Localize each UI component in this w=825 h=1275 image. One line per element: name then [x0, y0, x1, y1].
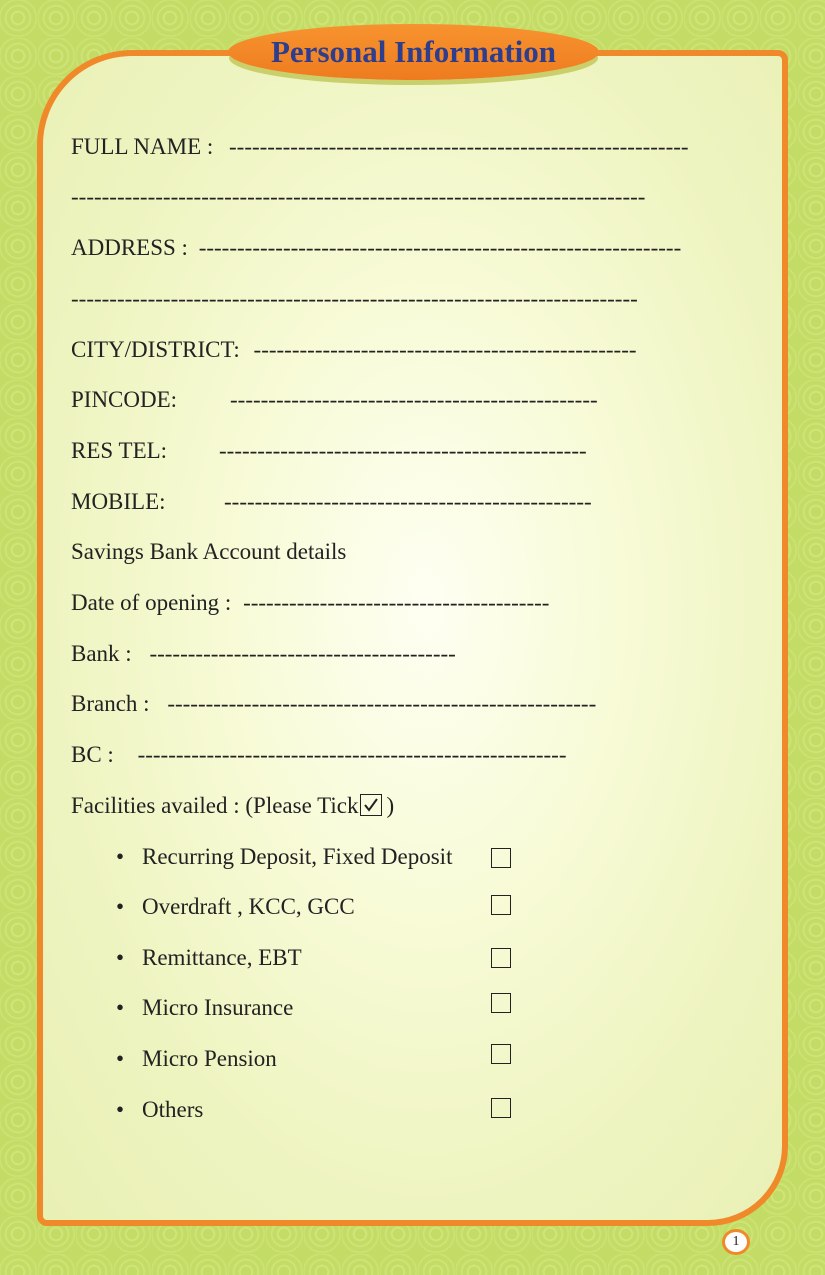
facility-label: Others [142, 1097, 204, 1122]
page-title: Personal Information [270, 34, 556, 69]
full-name-line2-row [71, 184, 645, 210]
city-row [71, 337, 637, 363]
mobile-row [71, 489, 592, 515]
title-banner [228, 24, 599, 80]
res-tel-row [71, 438, 587, 464]
facility-label: Recurring Deposit, Fixed Deposit [142, 844, 453, 869]
bc-row [71, 742, 567, 768]
facility-item [116, 945, 302, 971]
address-line2-row [71, 286, 638, 312]
facility-label: Micro Insurance [142, 995, 294, 1020]
bullet-icon: • [116, 1046, 125, 1071]
branch-line[interactable]: -------------------------------------------------------- [167, 691, 597, 716]
city-label: CITY/DISTRICT: [71, 337, 240, 362]
date-opening-row [71, 590, 549, 616]
facility-checkbox-micro-pension[interactable] [491, 1044, 511, 1064]
bullet-icon: • [116, 945, 125, 970]
page-number: 1 [722, 1229, 750, 1255]
full-name-label: FULL NAME : [71, 134, 214, 159]
address-line2[interactable]: -------------------------------------------------------------------------- [71, 286, 638, 311]
facility-label: Remittance, EBT [142, 945, 302, 970]
facility-checkbox-remittance[interactable] [491, 948, 511, 968]
pincode-row [71, 387, 598, 413]
facility-checkbox-micro-insurance[interactable] [491, 993, 511, 1013]
mobile-line[interactable]: ------------------------------------------------ [224, 489, 592, 514]
tick-example-icon [360, 794, 382, 816]
bullet-icon: • [116, 894, 125, 919]
bullet-icon: • [116, 1097, 125, 1122]
facilities-prompt-row [71, 793, 394, 819]
facility-checkbox-overdraft[interactable] [491, 895, 511, 915]
address-label: ADDRESS : [71, 235, 188, 260]
bank-row [71, 641, 456, 667]
facility-item [116, 1097, 203, 1123]
city-line[interactable]: -------------------------------------------------- [253, 337, 637, 362]
bank-label: Bank : [71, 641, 132, 666]
branch-label: Branch : [71, 691, 150, 716]
bullet-icon: • [116, 844, 125, 869]
facility-item [116, 995, 293, 1021]
facility-checkbox-others[interactable] [491, 1098, 511, 1118]
date-opening-line[interactable]: ---------------------------------------- [243, 590, 550, 615]
pincode-label: PINCODE: [71, 387, 178, 412]
res-tel-label: RES TEL: [71, 438, 168, 463]
res-tel-line[interactable]: ------------------------------------------------ [219, 438, 587, 463]
savings-heading: Savings Bank Account details [71, 539, 347, 564]
pincode-line[interactable]: ------------------------------------------------ [230, 387, 598, 412]
full-name-line[interactable]: ------------------------------------------------------------ [229, 134, 689, 159]
branch-row [71, 691, 596, 717]
address-row [71, 235, 681, 261]
address-line[interactable]: --------------------------------------------------------------- [198, 235, 682, 260]
facilities-prompt: Facilities availed : (Please Tick [71, 793, 359, 818]
savings-heading-row [71, 539, 346, 565]
facility-item [116, 844, 452, 870]
facility-checkbox-recurring-deposit[interactable] [491, 848, 511, 868]
facility-label: Overdraft , KCC, GCC [142, 894, 355, 919]
facility-label: Micro Pension [142, 1046, 277, 1071]
facility-item [116, 894, 355, 920]
bc-line[interactable]: -------------------------------------------------------- [137, 742, 567, 767]
mobile-label: MOBILE: [71, 489, 166, 514]
bullet-icon: • [116, 995, 125, 1020]
full-name-line2[interactable]: --------------------------------------------------------------------------- [71, 184, 646, 209]
full-name-row [71, 134, 689, 160]
bc-label: BC : [71, 742, 114, 767]
bank-line[interactable]: ---------------------------------------- [149, 641, 456, 666]
facilities-prompt-end: ) [386, 793, 395, 818]
facility-item [116, 1046, 277, 1072]
date-opening-label: Date of opening : [71, 590, 232, 615]
